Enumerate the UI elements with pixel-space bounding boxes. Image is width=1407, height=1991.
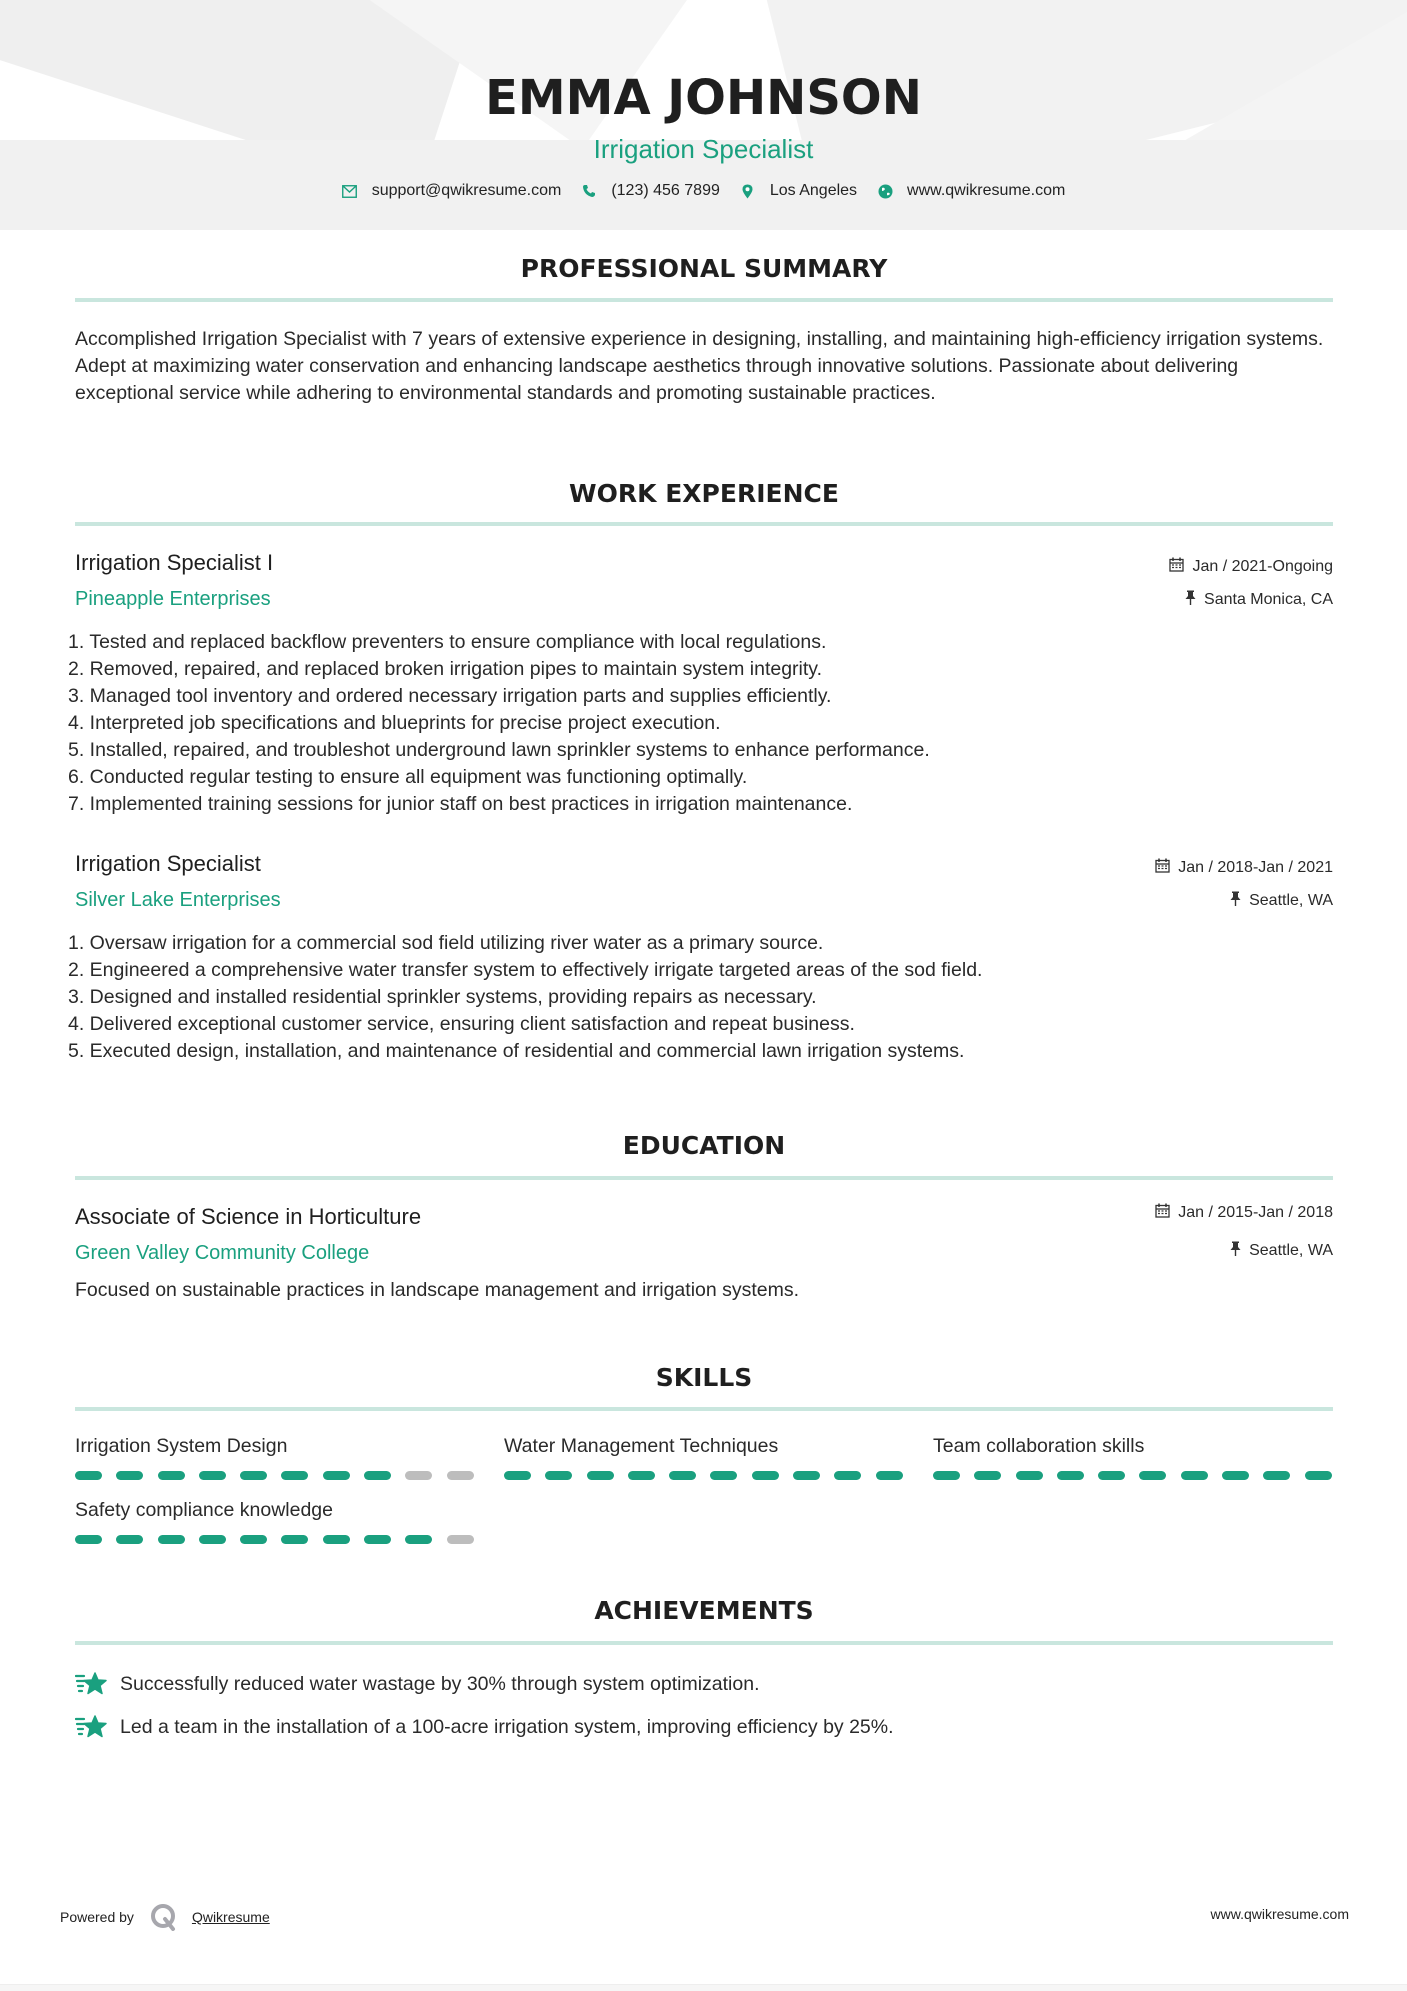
skill-label: Safety compliance knowledge [75, 1499, 333, 1521]
achievements-heading: ACHIEVEMENTS [594, 1596, 814, 1625]
skill-rating [933, 1471, 1333, 1480]
job-dates: Jan / 2018-Jan / 2021 [1155, 858, 1333, 877]
location-text: Los Angeles [769, 182, 858, 199]
list-item: 4. Delivered exceptional customer service, ensuring client satisfaction and repeat business. [68, 1013, 855, 1035]
contact-location [740, 182, 857, 200]
calendar-icon [1155, 1203, 1170, 1222]
qwikresume-logo-icon [150, 1903, 178, 1931]
skill-item [933, 1434, 1333, 1480]
education-dates: Jan / 2015-Jan / 2018 [1155, 1203, 1333, 1222]
candidate-name: EMMA JOHNSON [485, 70, 922, 126]
skill-rating [75, 1471, 475, 1480]
contact-website[interactable] [877, 182, 1065, 200]
summary-divider [75, 298, 1333, 302]
skills-divider [75, 1407, 1333, 1411]
skill-rating [75, 1535, 475, 1544]
skills-heading: SKILLS [655, 1363, 753, 1392]
list-item: 4. Interpreted job specifications and blueprints for precise project execution. [68, 712, 721, 734]
company-name: Silver Lake Enterprises [75, 889, 281, 911]
school-name: Green Valley Community College [75, 1242, 370, 1264]
skill-item [75, 1498, 475, 1544]
skill-item [75, 1434, 475, 1480]
phone-icon [581, 184, 597, 198]
list-item: 3. Managed tool inventory and ordered necessary irrigation parts and supplies efficiently. [68, 685, 832, 707]
job-title: Irrigation Specialist [75, 851, 261, 876]
company-name: Pineapple Enterprises [75, 588, 271, 610]
candidate-title: Irrigation Specialist [593, 134, 814, 164]
job-bullets [68, 629, 1328, 818]
job-dates: Jan / 2021-Ongoing [1169, 557, 1333, 576]
achievement-text: Led a team in the installation of a 100-acre irrigation system, improving efficiency by 25%. [120, 1715, 894, 1738]
skill-rating [504, 1471, 904, 1480]
skill-label: Team collaboration skills [933, 1435, 1145, 1457]
experience-divider [75, 522, 1333, 526]
calendar-icon [1169, 557, 1184, 576]
job-bullets [68, 930, 1328, 1065]
summary-text: Accomplished Irrigation Specialist with 7 years of extensive experience in designing, installing, and maintaining high-efficiency irrigation systems. Adept at maximizing water conservation and enhancing landscape aesthetics through innovative solutions. Passionate about delivering exceptional service while adhering to environmental standards and promoting sustainable practices. [75, 328, 1324, 404]
pushpin-icon [1185, 590, 1196, 609]
summary-heading: PROFESSIONAL SUMMARY [520, 254, 888, 283]
list-item: 3. Designed and installed residential sprinkler systems, providing repairs as necessary. [68, 986, 817, 1008]
qwikresume-link[interactable]: Qwikresume [191, 1909, 270, 1925]
list-item: 5. Installed, repaired, and troubleshot underground lawn sprinkler systems to enhance performance. [68, 739, 930, 761]
achievement-item [75, 1670, 759, 1698]
globe-icon [877, 184, 893, 199]
achievements-divider [75, 1641, 1333, 1645]
list-item: 2. Removed, repaired, and replaced broken irrigation pipes to maintain system integrity. [68, 658, 823, 680]
education-location: Seattle, WA [1230, 1241, 1333, 1260]
list-item: 1. Oversaw irrigation for a commercial sod field utilizing river water as a primary source. [68, 932, 824, 954]
skill-item [504, 1434, 904, 1480]
footer-website-link[interactable]: www.qwikresume.com [1210, 1906, 1349, 1922]
list-item: 2. Engineered a comprehensive water transfer system to effectively irrigate targeted areas of the sod field. [68, 959, 983, 981]
education-divider [75, 1176, 1333, 1180]
achievement-text: Successfully reduced water wastage by 30% through system optimization. [120, 1672, 760, 1695]
pushpin-icon [1230, 1241, 1241, 1260]
job-location: Seattle, WA [1230, 891, 1333, 910]
map-marker-icon [740, 184, 756, 199]
job-location: Santa Monica, CA [1185, 590, 1333, 609]
pushpin-icon [1230, 891, 1241, 910]
shooting-star-icon [75, 1670, 107, 1698]
experience-heading: WORK EXPERIENCE [569, 479, 839, 508]
skill-label: Water Management Techniques [504, 1435, 779, 1457]
envelope-icon [342, 185, 358, 198]
email-text: support@qwikresume.com [371, 182, 562, 199]
list-item: 5. Executed design, installation, and maintenance of residential and commercial lawn irrigation systems. [68, 1040, 965, 1062]
skill-label: Irrigation System Design [75, 1435, 288, 1457]
degree-title: Associate of Science in Horticulture [75, 1204, 422, 1229]
achievement-item [75, 1713, 894, 1741]
list-item: 6. Conducted regular testing to ensure all equipment was functioning optimally. [68, 766, 748, 788]
list-item: 7. Implemented training sessions for junior staff on best practices in irrigation maintenance. [68, 793, 853, 815]
resume-header [0, 70, 1407, 200]
contact-bar [0, 182, 1407, 200]
list-item: 1. Tested and replaced backflow preventers to ensure compliance with local regulations. [68, 631, 827, 653]
calendar-icon [1155, 858, 1170, 877]
website-text: www.qwikresume.com [907, 182, 1066, 199]
education-description: Focused on sustainable practices in landscape management and irrigation systems. [75, 1279, 800, 1301]
powered-by [60, 1903, 270, 1931]
powered-by-label: Powered by [60, 1909, 134, 1925]
education-heading: EDUCATION [622, 1131, 786, 1160]
shooting-star-icon [75, 1713, 107, 1741]
contact-phone[interactable] [581, 182, 720, 200]
phone-text: (123) 456 7899 [611, 182, 720, 199]
job-title: Irrigation Specialist I [75, 550, 274, 575]
contact-email[interactable] [342, 182, 562, 200]
